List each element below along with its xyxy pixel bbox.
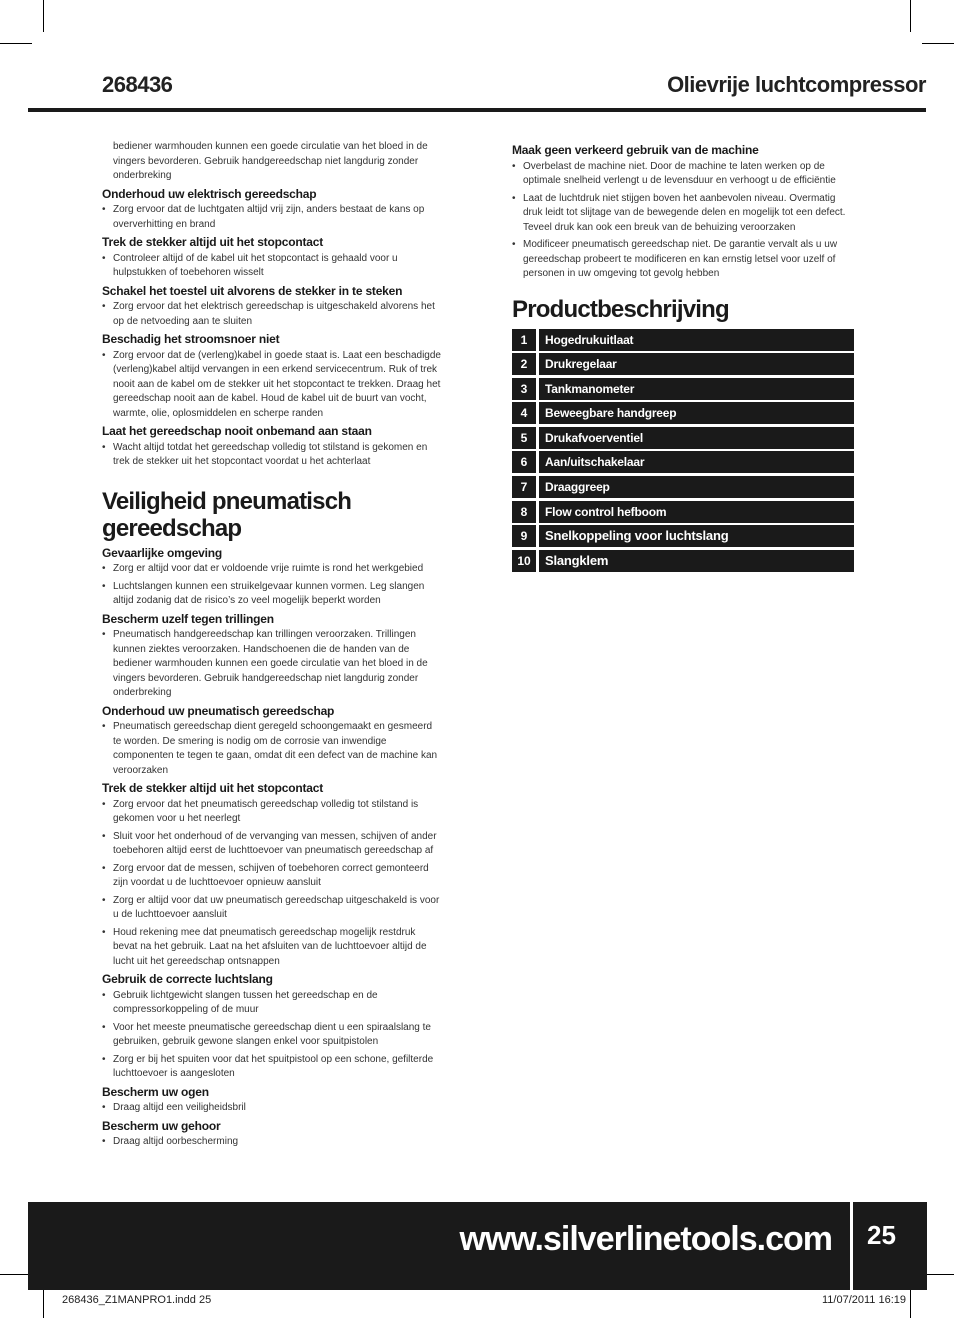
bullet-item: • Zorg ervoor dat het pneumatisch gereedschap volledig tot stilstand is gekomen voor u het neerlegt xyxy=(102,798,442,827)
section-title: Gevaarlijke omgeving xyxy=(102,545,223,560)
bullet-item: • Zorg er bij het spuiten voor dat het spuitpistool op een schone, gefilterde luchttoevoer is aangesloten xyxy=(102,1053,442,1082)
section-title: Beschadig het stroomsnoer niet xyxy=(102,332,280,346)
bullet-list xyxy=(102,562,442,609)
part-number: 10 xyxy=(512,550,536,572)
bullet-list xyxy=(102,1135,442,1150)
bullet-list xyxy=(102,628,442,701)
section-title: Bescherm uw ogen xyxy=(102,1084,209,1099)
section-list xyxy=(102,187,442,470)
part-label: Drukafvoerventiel xyxy=(539,427,854,449)
part-number: 9 xyxy=(512,525,536,547)
section-title: Onderhoud uw pneumatisch gereedschap xyxy=(102,703,335,718)
part-row xyxy=(512,451,854,473)
crop-mark xyxy=(910,1286,911,1318)
part-number: 3 xyxy=(512,378,536,400)
bullet-list xyxy=(102,203,442,232)
bullet-list xyxy=(102,720,442,778)
page-number-box xyxy=(853,1202,927,1290)
part-number: 5 xyxy=(512,427,536,449)
section-title: Trek de stekker altijd uit het stopcontact xyxy=(102,235,323,249)
page-number: 25 xyxy=(867,1220,896,1250)
section-heading: Veiligheid pneumatisch gereedschap xyxy=(102,487,352,542)
bullet-item: • Zorg er altijd voor dat er voldoende vrije ruimte is rond het werkgebied xyxy=(102,562,442,577)
part-number: 1 xyxy=(512,329,536,351)
section-title: Bescherm uw gehoor xyxy=(102,1118,221,1133)
crop-mark xyxy=(0,43,32,44)
section-title: Trek de stekker altijd uit het stopcontact xyxy=(102,781,323,795)
part-row xyxy=(512,329,854,351)
slug-date: 11/07/2011 16:19 xyxy=(821,1294,906,1306)
bullet-item: • Overbelast de machine niet. Door de machine te laten werken op de optimale snelheid verlengt u de levensduur en verhoogt u de efficiëntie xyxy=(512,160,854,189)
page-header xyxy=(28,70,926,112)
part-row xyxy=(512,476,854,498)
part-row xyxy=(512,525,854,547)
section-list xyxy=(102,546,442,1150)
part-label: Drukregelaar xyxy=(539,353,854,375)
section-title: Gebruik de correcte luchtslang xyxy=(102,972,273,986)
part-number: 6 xyxy=(512,451,536,473)
intro-text: bediener warmhouden kunnen een goede circulatie van het bloed in de vingers bevorderen. Gebruik handgereedschap niet langdurig zonder onderbreking xyxy=(113,141,428,181)
bullet-item: • Luchtslangen kunnen een struikelgevaar kunnen vormen. Leg slangen altijd zodanig dat de risico’s zo veel mogelijk beperkt worden xyxy=(102,580,442,609)
part-row xyxy=(512,427,854,449)
bullet-list xyxy=(102,441,442,470)
bullet-item: • Controleer altijd of de kabel uit het stopcontact is gehaald voor u hulpstukken of toebehoren wisselt xyxy=(102,252,442,281)
section-heading: Productbeschrijving xyxy=(512,295,729,323)
part-label: Aan/uitschakelaar xyxy=(539,451,854,473)
bullet-item: • Draag altijd oorbescherming xyxy=(102,1135,442,1150)
section-title: Bescherm uzelf tegen trillingen xyxy=(102,611,274,626)
section-title: Laat het gereedschap nooit onbemand aan staan xyxy=(102,424,372,438)
bullet-item: • Pneumatisch gereedschap dient geregeld schoongemaakt en gesmeerd te worden. De smering is nodig om de corrosie van inwendige componenten te tegen te gaan, omdat dit een defect van de machine kan veroorzaken xyxy=(102,720,442,778)
website-link[interactable]: www.silverlinetools.com xyxy=(459,1220,832,1258)
bullet-list xyxy=(512,160,854,282)
left-column xyxy=(102,140,442,1153)
part-row xyxy=(512,501,854,523)
right-column xyxy=(512,140,854,574)
part-number: 8 xyxy=(512,501,536,523)
bullet-item: • Zorg ervoor dat de (verleng)kabel in goede staat is. Laat een beschadigde (verleng)kabel altijd vervangen in een erkend servicecentrum. Ruk of trek nooit aan de kabel om de stekker uit het stopcontact te trekken. Draag het gereedschap nooit aan de kabel. Houd de kabel uit de buurt van vocht, warmte, olie, oplosmiddelen en scherpe randen xyxy=(102,349,442,422)
bullet-list xyxy=(102,349,442,422)
part-label: Flow control hefboom xyxy=(539,501,854,523)
bullet-list xyxy=(102,300,442,329)
part-number: 4 xyxy=(512,402,536,424)
bullet-list xyxy=(102,252,442,281)
footer-bar xyxy=(28,1202,850,1290)
part-row xyxy=(512,353,854,375)
part-label: Tankmanometer xyxy=(539,378,854,400)
bullet-list xyxy=(102,1101,442,1116)
part-row xyxy=(512,550,854,572)
section-title: Onderhoud uw elektrisch gereedschap xyxy=(102,186,317,201)
page-title: Olievrije luchtcompressor xyxy=(667,72,926,97)
part-number: 2 xyxy=(512,353,536,375)
crop-mark xyxy=(43,1286,44,1318)
bullet-item: • Houd rekening mee dat pneumatisch gereedschap mogelijk restdruk bevat na het gebruik. Laat na het afsluiten van de luchttoevoer altijd de lucht uit het gereedschap ontsnappen xyxy=(102,926,442,970)
bullet-item: • Zorg ervoor dat de luchtgaten altijd vrij zijn, anders bestaat de kans op oververhitting en brand xyxy=(102,203,442,232)
bullet-item: • Gebruik lichtgewicht slangen tussen het gereedschap en de compressorkoppeling of de muur xyxy=(102,989,442,1018)
bullet-item: • Zorg er altijd voor dat uw pneumatisch gereedschap uitgeschakeld is voor u de luchttoevoer aansluit xyxy=(102,894,442,923)
crop-mark xyxy=(910,0,911,32)
bullet-item: • Pneumatisch handgereedschap kan trillingen veroorzaken. Trillingen kunnen ziektes veroorzaken. Handschoenen die de handen van de bediener warmhouden kunnen een goede circulatie van het bloed in de vingers bevorderen. Gebruik handgereedschap niet langdurig zonder onderbreking xyxy=(102,628,442,701)
bullet-item: • Wacht altijd totdat het gereedschap volledig tot stilstand is gekomen en trek de stekker uit het stopcontact voordat u het achterlaat xyxy=(102,441,442,470)
part-label: Snelkoppeling voor luchtslang xyxy=(539,525,854,547)
slug-file: 268436_Z1MANPRO1.indd 25 xyxy=(62,1294,212,1306)
part-label: Slangklem xyxy=(539,550,854,572)
product-code: 268436 xyxy=(102,72,173,97)
bullet-item: • Sluit voor het onderhoud of de vervanging van messen, schijven of ander toebehoren altijd eerst de luchttoevoer van pneumatisch gereedschap af xyxy=(102,830,442,859)
part-row xyxy=(512,378,854,400)
section-title: Schakel het toestel uit alvorens de stekker in te steken xyxy=(102,283,403,298)
parts-list xyxy=(512,329,854,572)
bullet-item: • Draag altijd een veiligheidsbril xyxy=(102,1101,442,1116)
part-label: Draaggreep xyxy=(539,476,854,498)
crop-mark xyxy=(43,0,44,32)
part-label: Beweegbare handgreep xyxy=(539,402,854,424)
section-title: Maak geen verkeerd gebruik van de machine xyxy=(512,143,759,157)
part-row xyxy=(512,402,854,424)
bullet-item: • Voor het meeste pneumatische gereedschap dient u een spiraalslang te gebruiken, gebruik gewone slangen enkel voor spuitpistolen xyxy=(102,1021,442,1050)
bullet-item: • Zorg ervoor dat het elektrisch gereedschap is uitgeschakeld alvorens het op de netvoeding aan te sluiten xyxy=(102,300,442,329)
part-label: Hogedrukuitlaat xyxy=(539,329,854,351)
bullet-item: • Laat de luchtdruk niet stijgen boven het aanbevolen niveau. Overmatig druk leidt tot slijtage van de bewegende delen en mogelijk tot een defect. Teveel druk kan ook een breuk van de behuizing veroorzaken xyxy=(512,192,854,236)
part-number: 7 xyxy=(512,476,536,498)
bullet-list xyxy=(102,989,442,1082)
crop-mark xyxy=(922,43,954,44)
bullet-item: • Zorg ervoor dat de messen, schijven of toebehoren correct gemonteerd zijn voordat u de luchttoevoer opnieuw aansluit xyxy=(102,862,442,891)
bullet-item: • Modificeer pneumatisch gereedschap niet. De garantie vervalt als u uw gereedschap probeert te modificeren en kan ernstig letsel voor uzelf of personen in uw omgeving tot gevolg hebben xyxy=(512,238,854,282)
bullet-list xyxy=(102,798,442,970)
